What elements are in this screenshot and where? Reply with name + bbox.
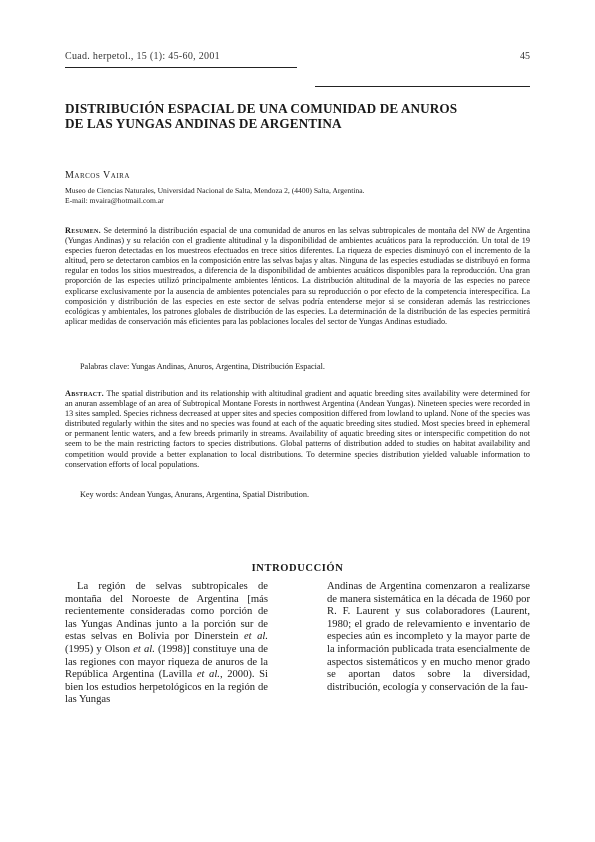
section-heading-introduccion: INTRODUCCIÓN [251, 563, 344, 574]
resumen-text: Se determinó la distribución espacial de una comunidad de anuros en las selvas subtropicales de montaña del NW de Argentina (Yungas Andinas) y su relación con el gradiente altitudinal y la disponibilidad de ambientes acuáticos para la reproducción. Un total de 19 especies fueron detectadas en los muestreos efectuados en trece sitios diferentes. La riqueza de especies disminuyó con el incremento de la altitud, pero se detectaron cambios en la composición entre las selvas bajas y altas. Ninguna de las especies estudiadas se distribuyó en forma regular en todos los sitios muestreados, a diferencia de la disponibilidad de ambientes acuáticos disponibles para la reproducción. Una gran proporción de las especies utilizó principalmente ambientes lénticos. La distribución altitudinal de la mayoría de las especies no parece explicarse exclusivamente por la ausencia de ambientes potenciales para su reproducción o por efecto de la competencia interespecífica. La composición y distribución de las especies en este sector de selvas podría entenderse mejor si se consideran además las restricciones ecológicas y ambientales, los patrones globales de distribución de las especies. La determinación de la distribución de las especies permitirá aplicar medidas de conservación más eficientes para las poblaciones locales del sector de Yungas Andinas estudiado. [65, 226, 530, 326]
resumen-keywords: Palabras clave: Yungas Andinas, Anuros, Argentina, Distribución Espacial. [80, 362, 325, 371]
italic-run: et al. [243, 631, 268, 643]
author-affiliation [65, 186, 530, 206]
text-run: (1995) y Olson [65, 643, 134, 655]
text-run: La región de selvas subtropicales de montaña del Noroeste de Argentina [más recientemente consideradas como porción de las Yungas Andinas junto a la porción sur de estas selvas en Bolivia por Dinerstein [65, 581, 268, 643]
title-line-1: DISTRIBUCIÓN ESPACIAL DE UNA COMUNIDAD DE ANUROS [65, 101, 458, 116]
intro-left-column [65, 581, 268, 707]
author-name: Marcos Vaira [65, 170, 130, 181]
article-title [65, 101, 530, 131]
abstract-keywords: Key words: Andean Yungas, Anurans, Argentina, Spatial Distribution. [80, 490, 309, 499]
text-run: (1998)] constituye una de las regiones con mayor riqueza de anuros de la República Argentina (Lavilla [65, 643, 269, 681]
header-rule-right [315, 86, 530, 87]
intro-right-column [327, 581, 530, 694]
affiliation-address: Museo de Ciencias Naturales, Universidad Nacional de Salta, Mendoza 2, (4400) Salta, Argentina. [65, 186, 365, 195]
abstract-text: The spatial distribution and its relationship with altitudinal gradient and aquatic breeding sites availability were determined for an anuran assemblage of an area of Subtropical Montane Forests in northwest Argentina (Andean Yungas). Nineteen species were recorded in 13 sites sampled. Species richness decreased at upper sites and species composition differed from lowland to upland. None of the species was distributed regularly within the sites and no species was found at each of the aquatic breeding sites studied. Most species breed in ephemeral or permanent lentic waters, and a few breeds primarily in streams. Availability of aquatic breeding sites or interspecific competition do not seem to be the main restricting factors to species distributions. Global patterns of distribution added to studies on habitat availability and competition would provide a better explanation to local distributions. To determine species distribution yielded valuable information to conservation efforts of local populations. [65, 389, 530, 469]
intro-left-paragraph [65, 581, 268, 707]
abstract-paragraph [65, 389, 530, 470]
title-line-2: DE LAS YUNGAS ANDINAS DE ARGENTINA [65, 116, 342, 131]
italic-run: et al. [133, 643, 155, 655]
intro-right-paragraph: Andinas de Argentina comenzaron a realizarse de manera sistemática en la década de 1960 por R. F. Laurent y sus colaboradores (Laurent, 1980; el grado de relevamiento e inventario de especies aún es incompleto y la mayor parte de la información publicada trata esencialmente de aspectos sistemáticos y en mucho menor grado se aportan datos sobre la diversidad, distribución, ecología y conservación de la fau- [327, 581, 530, 693]
running-header: Cuad. herpetol., 15 (1): 45-60, 2001 [65, 51, 220, 62]
abstract-label: Abstract. [65, 389, 105, 398]
resumen-label: Resumen. [65, 226, 102, 235]
header-rule-left [65, 67, 297, 68]
affiliation-email: E-mail: mvaira@hotmail.com.ar [65, 196, 164, 205]
resumen-paragraph [65, 226, 530, 327]
italic-run: et al. [196, 669, 220, 681]
page-number: 45 [520, 51, 530, 62]
text-run: , 2000). Si bien los estudios herpetológicos en la región de las Yungas [65, 669, 268, 706]
